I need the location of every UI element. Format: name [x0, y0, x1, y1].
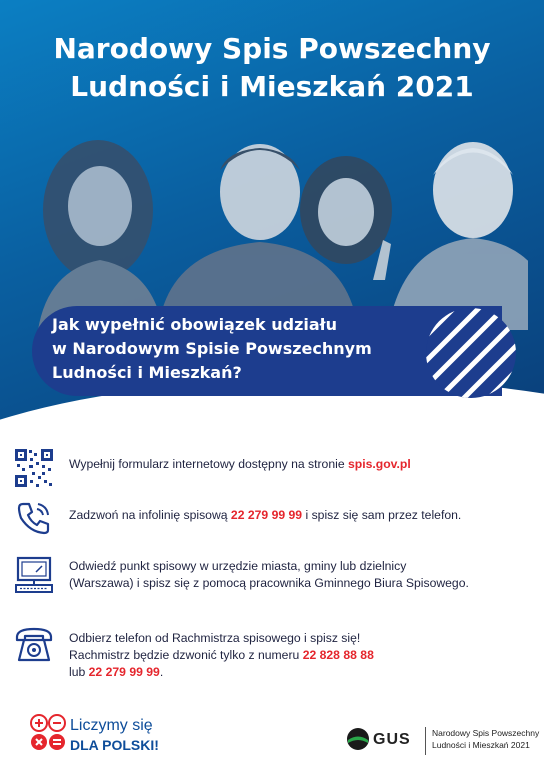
title-line-1: Narodowy Spis Powszechny — [53, 32, 491, 65]
gus-logo-icon — [346, 727, 370, 751]
question-text — [52, 313, 412, 385]
enumerator-line-2 — [69, 647, 374, 664]
census-point-line-2: (Warszawa) i spisz się z pomocą pracownika Gminnego Biura Spisowego. — [69, 576, 469, 590]
enumerator-line-2-text: Rachmistrz będzie dzwonić tylko z numeru — [69, 648, 303, 662]
family-photo — [28, 130, 528, 330]
option-enumerator-text — [69, 630, 374, 681]
enumerator-line-3 — [69, 664, 374, 681]
option-online-text — [69, 456, 411, 473]
gus-logo-text: GUS — [373, 731, 411, 748]
option-hotline-text — [69, 507, 461, 524]
hotline-number[interactable]: 22 279 99 99 — [230, 508, 303, 522]
question-line-3: Ludności i Mieszkań? — [52, 363, 242, 382]
question-line-2: w Narodowym Spisie Powszechnym — [52, 339, 372, 358]
question-line-1: Jak wypełnić obowiązek udziału — [52, 315, 337, 334]
website-link[interactable]: spis.gov.pl — [347, 457, 411, 471]
page-title — [0, 30, 544, 106]
person-woman — [38, 140, 163, 330]
person-older-man — [388, 142, 528, 330]
gus-description — [432, 727, 539, 751]
enumerator-line-1: Odbierz telefon od Rachmistrza spisowego i spisz się! — [69, 631, 361, 645]
slogan-line-2: DLA POLSKI! — [70, 737, 159, 753]
slogan-line-1: Liczymy się — [70, 717, 153, 734]
footer-divider — [425, 727, 426, 755]
qr-code-icon — [14, 448, 54, 488]
gus-desc-line-1: Narodowy Spis Powszechny — [432, 728, 540, 738]
phone-icon — [14, 498, 54, 538]
option-census-point-text — [69, 558, 469, 592]
computer-icon — [14, 555, 54, 595]
online-text: Wypełnij formularz internetowy dostępny na stronie — [69, 457, 348, 471]
slogan-logo-icon — [30, 713, 66, 753]
hotline-text-after: i spisz się sam przez telefon. — [302, 508, 462, 522]
enumerator-line-3-end: . — [159, 665, 164, 679]
census-point-line-1: Odwiedź punkt spisowy w urzędzie miasta, gminy lub dzielnicy — [69, 559, 407, 573]
striped-circle-decoration — [425, 307, 517, 399]
hotline-text-before: Zadzwoń na infolinię spisową — [69, 508, 231, 522]
enumerator-number-2[interactable]: 22 279 99 99 — [88, 665, 160, 679]
title-line-2: Ludności i Mieszkań 2021 — [70, 70, 474, 103]
gus-desc-line-2: Ludności i Mieszkań 2021 — [432, 740, 530, 750]
enumerator-line-3-text: lub — [69, 665, 89, 679]
rotary-phone-icon — [14, 625, 54, 665]
enumerator-number-1[interactable]: 22 828 88 88 — [302, 648, 374, 662]
